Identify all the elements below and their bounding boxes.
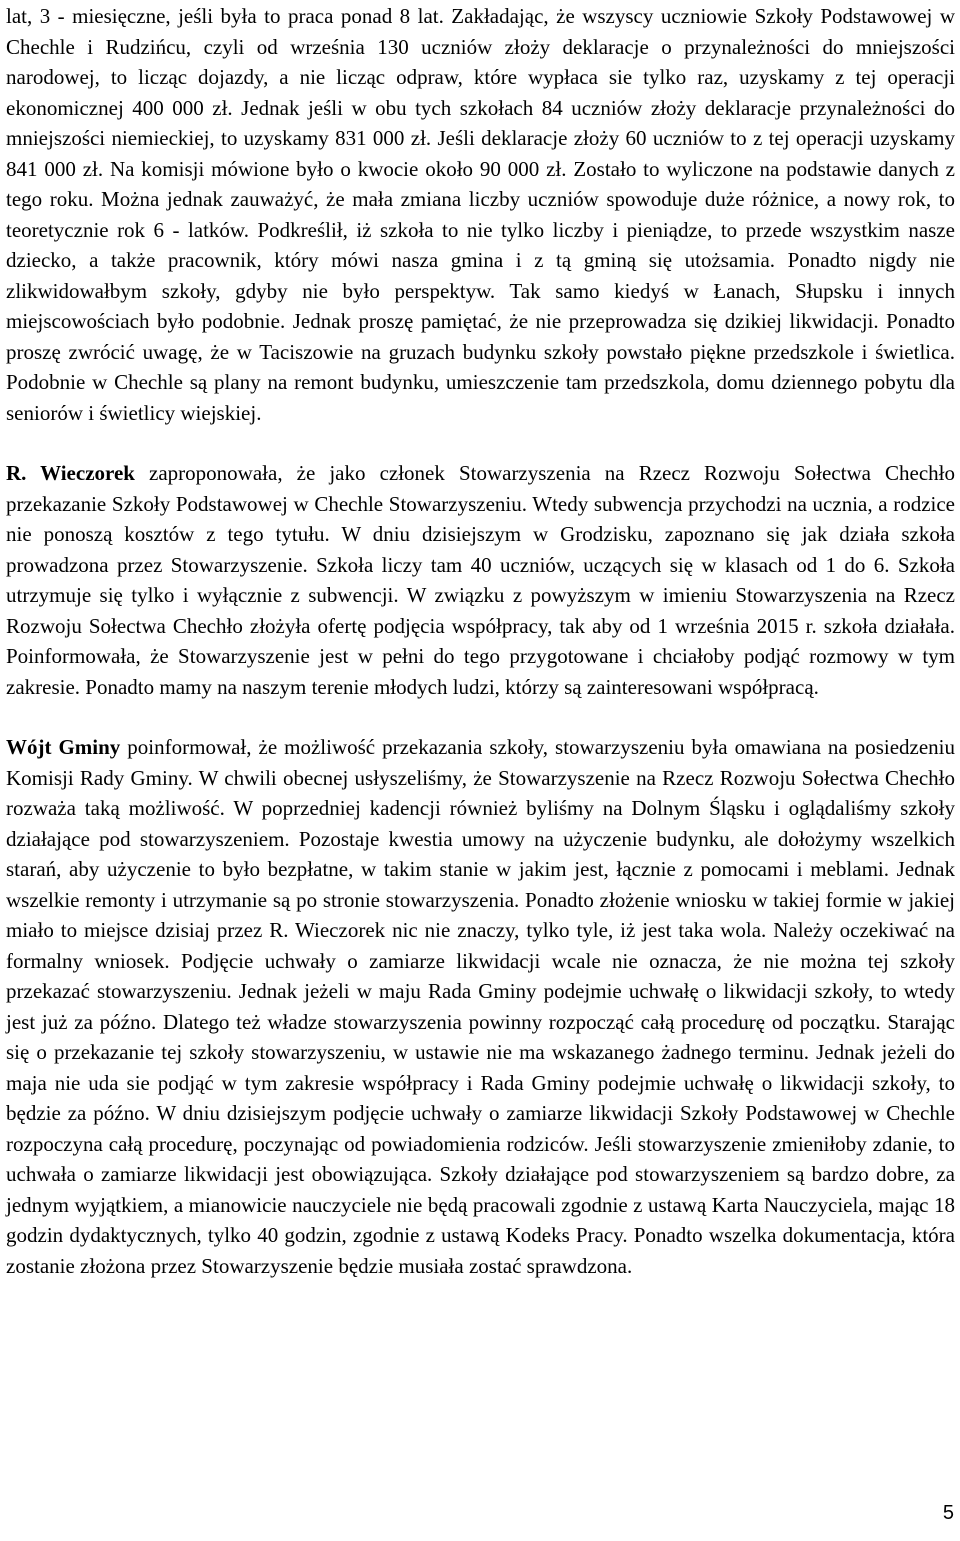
paragraph-wojt-gminy	[6, 732, 955, 1281]
speaker-name: R. Wieczorek	[6, 461, 135, 485]
paragraph-wieczorek	[6, 458, 955, 702]
paragraph-text: poinformował, że możliwość przekazania szkoły, stowarzyszeniu była omawiana na posiedzeniu Komisji Rady Gminy. W chwili obecnej usłyszeliśmy, że Stowarzyszenie na Rzecz Rozwoju Sołectwa Chechło rozważa taką możliwość. W poprzedniej kadencji również byliśmy na Dolnym Śląsku i oglądaliśmy szkoły działające pod stowarzyszeniem. Pozostaje kwestia umowy na użyczenie budynku, ale dołożymy wszelkich starań, aby użyczenie to było bezpłatne, w takim stanie w jakim jest, łącznie z pomocami i meblami. Jednak wszelkie remonty i utrzymanie są po stronie stowarzyszenia. Ponadto złożenie wniosku w takiej formie w jakiej miało to miejsce dzisiaj przez R. Wieczorek nic nie znaczy, tylko tyle, iż jest taka wola. Należy oczekiwać na formalny wniosek. Podjęcie uchwały o zamiarze likwidacji wcale nie oznacza, że nie można tej szkoły przekazać stowarzyszeniu. Jednak jeżeli w maju Rada Gminy podejmie uchwałę o likwidacji szkoły, to wtedy jest już za późno. Dlatego też władze stowarzyszenia powinny rozpocząć całą procedurę od początku. Starając się o przekazanie tej szkoły stowarzyszeniu, w ustawie nie ma wskazanego żadnego terminu. Jednak jeżeli do maja nie uda sie podjąć w tym zakresie współpracy i Rada Gminy podejmie uchwałę o likwidacji szkoły, to będzie za późno. W dniu dzisiejszym podjęcie uchwały o zamiarze likwidacji Szkoły Podstawowej w Chechle rozpoczyna całą procedurę, poczynając od powiadomienia rodziców. Jeśli stowarzyszenie zmieniłoby zdanie, to uchwała o zamiarze likwidacji jest obowiązująca. Szkoły działające pod stowarzyszeniem są bardzo dobre, za jednym wyjątkiem, a mianowicie nauczyciele nie będą pracowali zgodnie z ustawą Karta Nauczyciela, mając 18 godzin dydaktycznych, tylko 40 godzin, zgodnie z ustawą Kodeks Pracy. Ponadto wszelka dokumentacja, która zostanie złożona przez Stowarzyszenie będzie musiała zostać sprawdzona.	[6, 735, 955, 1278]
paragraph-text: lat, 3 - miesięczne, jeśli była to praca ponad 8 lat. Zakładając, że wszyscy uczniowie Szkoły Podstawowej w Chechle i Rudzińcu, czyli od września 130 uczniów złoży deklaracje o przynależności do mniejszości narodowej, to licząc dojazdy, a nie licząc odpraw, które wypłaca sie tylko raz, uzyskamy z tej operacji ekonomicznej 400 000 zł. Jednak jeśli w obu tych szkołach 84 uczniów złoży deklaracje przynależności do mniejszości niemieckiej, to uzyskamy 831 000 zł. Jeśli deklaracje złoży 60 uczniów to z tej operacji uzyskamy 841 000 zł. Na komisji mówione było o kwocie około 90 000 zł. Zostało to wyliczone na podstawie danych z tego roku. Można jednak zauważyć, że mała zmiana liczby uczniów spowoduje duże różnice, a nowy rok, to teoretycznie rok 6 - latków. Podkreślił, iż szkoła to nie tylko liczby i pieniądze, to przede wszystkim nasze dziecko, a także pracownik, który mówi nasza gmina i z tą gminą się utożsamia. Ponadto nigdy nie zlikwidowałbym szkoły, gdyby nie było perspektyw. Tak samo kiedyś w Łanach, Słupsku i innych miejscowościach było podobnie. Jednak proszę pamiętać, że nie przeprowadza się dzikiej likwidacji. Ponadto proszę zwrócić uwagę, że w Taciszowie na gruzach budynku szkoły powstało piękne przedszkole i świetlica. Podobnie w Chechle są plany na remont budynku, umieszczenie tam przedszkola, domu dziennego pobytu dla seniorów i świetlicy wiejskiej.	[6, 4, 955, 425]
page-number: 5	[942, 1502, 954, 1524]
paragraph-text: zaproponowała, że jako członek Stowarzyszenia na Rzecz Rozwoju Sołectwa Chechło przekazanie Szkoły Podstawowej w Chechle Stowarzyszeniu. Wtedy subwencja przychodzi na ucznia, a rodzice nie ponoszą kosztów z tego tytułu. W dniu dzisiejszym w Grodzisku, zapoznano się jak działa szkoła prowadzona przez Stowarzyszenie. Szkoła liczy tam 40 uczniów, uczących się w klasach od 1 do 6. Szkoła utrzymuje się tylko i wyłącznie z subwencji. W związku z powyższym w imieniu Stowarzyszenia na Rzecz Rozwoju Sołectwa Chechło złożyła ofertę podjęcia współpracy, tak aby od 1 września 2015 r. szkoła działała. Poinformowała, że Stowarzyszenie jest w pełni do tego przygotowane i chciałoby podjąć rozmowy w tym zakresie. Ponadto mamy na naszym terenie młodych ludzi, którzy są zainteresowani współpracą.	[6, 461, 955, 699]
document-page	[6, 1, 955, 1281]
speaker-name: Wójt Gminy	[6, 735, 121, 759]
paragraph-continuation	[6, 1, 955, 428]
